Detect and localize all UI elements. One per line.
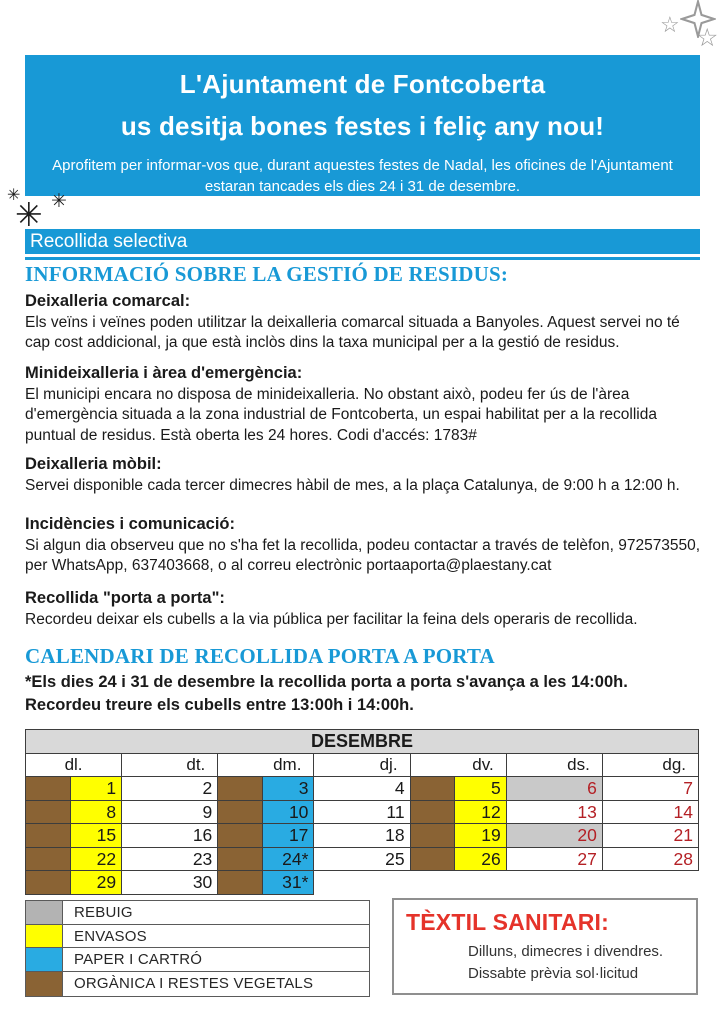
textil-sanitari-box — [392, 898, 698, 995]
calendar-day-cell — [26, 777, 122, 801]
legend-swatch — [26, 901, 63, 924]
day-number: 31* — [263, 871, 313, 894]
calendar-day-cell — [218, 848, 314, 872]
day-number: 24* — [263, 848, 313, 871]
calendar-empty-cell — [314, 871, 410, 895]
organic-marker — [218, 871, 263, 894]
snowflake-icon: ✳ — [7, 187, 21, 204]
header-subtitle-line1: Aprofitem per informar-vos que, durant aquestes festes de Nadal, les oficines de l'Ajuntament — [52, 157, 673, 174]
calendar-day-header: dm. — [218, 754, 314, 777]
section-deixalleria-mobil — [25, 454, 701, 496]
organic-marker — [411, 824, 456, 847]
calendar-day-cell: 25 — [314, 848, 410, 872]
legend-label: ORGÀNICA I RESTES VEGETALS — [74, 975, 314, 993]
day-number: 3 — [263, 777, 313, 800]
star-icon: ☆ — [696, 24, 719, 52]
calendar-day-cell — [218, 777, 314, 801]
legend-row — [26, 901, 369, 925]
day-number: 19 — [455, 824, 505, 847]
calendar-day-cell — [411, 824, 507, 848]
calendar-day-cell — [218, 871, 314, 895]
section-body: Recordeu deixar els cubells a la via pública per facilitar la feina dels operaris de recollida. — [25, 611, 638, 628]
calendar-empty-cell — [507, 871, 603, 895]
calendar-month-header: DESEMBRE — [26, 730, 699, 754]
section-body: El municipi encara no disposa de minideixalleria. No obstant això, podeu fer ús de l'àrea d'emergència situada a la zona industrial de Fontcoberta, un espai habilitat per a la recollida puntual de residus. Està oberta les 24 hores. Codi d'accés: 1783# — [25, 386, 657, 444]
day-number: 15 — [71, 824, 121, 847]
snowflake-icon: ✳ — [51, 191, 67, 212]
calendar-day-cell: 13 — [507, 801, 603, 825]
info-heading: INFORMACIÓ SOBRE LA GESTIÓ DE RESIDUS: — [25, 262, 509, 286]
calendar-day-cell: 21 — [603, 824, 699, 848]
organic-marker — [218, 848, 263, 871]
legend-swatch — [26, 925, 63, 948]
calendar-day-cell: 16 — [122, 824, 218, 848]
section-minideixalleria — [25, 363, 701, 446]
day-number: 8 — [71, 801, 121, 824]
section-body: Si algun dia observeu que no s'ha fet la recollida, podeu contactar a través de telèfon, 972573550, per WhatsApp, 637403668, o al correu electrònic portaaporta@plaestany.cat — [25, 537, 701, 575]
organic-marker — [218, 824, 263, 847]
calendar-day-header: dl. — [26, 754, 122, 777]
section-banner: Recollida selectiva — [25, 229, 700, 254]
day-number: 22 — [71, 848, 121, 871]
organic-marker — [26, 801, 71, 824]
calendar-day-cell — [411, 848, 507, 872]
legend-label: ENVASOS — [74, 927, 147, 945]
header-banner — [25, 55, 700, 196]
legend-swatch — [26, 972, 63, 996]
waste-legend — [25, 900, 370, 997]
day-number: 5 — [455, 777, 505, 800]
section-body: Els veïns i veïnes poden utilitzar la deixalleria comarcal situada a Banyoles. Aquest servei no té cap cost addicional, ja que està inclòs dins la taxa municipal per a la gestió de residus. — [25, 314, 680, 352]
calendar-day-cell: 14 — [603, 801, 699, 825]
calendar-day-cell: 6 — [507, 777, 603, 801]
calendar-empty-cell — [411, 871, 507, 895]
calendar-heading: CALENDARI DE RECOLLIDA PORTA A PORTA — [25, 644, 495, 668]
organic-marker — [411, 801, 456, 824]
section-body: Servei disponible cada tercer dimecres hàbil de mes, a la plaça Catalunya, de 9:00 h a 12:00 h. — [25, 477, 680, 494]
calendar-day-cell — [411, 777, 507, 801]
day-number: 10 — [263, 801, 313, 824]
calendar-day-cell — [26, 871, 122, 895]
section-title: Minideixalleria i àrea d'emergència: — [25, 364, 303, 382]
organic-marker — [26, 824, 71, 847]
snowflakes-decoration — [3, 186, 83, 246]
organic-marker — [26, 848, 71, 871]
textil-line1: Dilluns, dimecres i divendres. — [468, 943, 664, 960]
calendar-day-cell: 11 — [314, 801, 410, 825]
organic-marker — [411, 777, 456, 800]
calendar-day-cell: 7 — [603, 777, 699, 801]
calendar-day-header: dj. — [314, 754, 410, 777]
day-number: 29 — [71, 871, 121, 894]
calendar-day-cell — [218, 801, 314, 825]
organic-marker — [411, 848, 456, 871]
calendar-day-cell: 2 — [122, 777, 218, 801]
header-title-line2: us desitja bones festes i feliç any nou! — [120, 111, 605, 141]
textil-schedule — [394, 941, 696, 985]
calendar-day-header: dg. — [603, 754, 699, 777]
section-deixalleria-comarcal — [25, 291, 701, 354]
calendar-day-cell: 9 — [122, 801, 218, 825]
calendar-day-cell: 28 — [603, 848, 699, 872]
calendar-empty-cell — [603, 871, 699, 895]
header-subtitle — [25, 155, 700, 197]
calendar-day-cell — [26, 801, 122, 825]
header-title-line1: L'Ajuntament de Fontcoberta — [179, 69, 546, 99]
legend-row — [26, 925, 369, 949]
calendar-day-header: dv. — [411, 754, 507, 777]
calendar-day-cell: 4 — [314, 777, 410, 801]
section-porta-a-porta — [25, 588, 701, 630]
section-title: Incidències i comunicació: — [25, 515, 235, 533]
calendar-day-cell — [218, 824, 314, 848]
calendar-note-line2: Recordeu treure els cubells entre 13:00h i 14:00h. — [25, 695, 414, 714]
section-title: Recollida "porta a porta": — [25, 589, 225, 607]
calendar-day-cell: 20 — [507, 824, 603, 848]
day-number: 26 — [455, 848, 505, 871]
legend-row — [26, 948, 369, 972]
textil-title: TÈXTIL SANITARI: — [406, 909, 609, 935]
legend-row — [26, 972, 369, 996]
calendar-day-header: ds. — [507, 754, 603, 777]
calendar-day-cell — [411, 801, 507, 825]
calendar-day-cell — [26, 824, 122, 848]
header-subtitle-line2: estaran tancades els dies 24 i 31 de desembre. — [204, 178, 521, 195]
calendar-day-header: dt. — [122, 754, 218, 777]
calendar-day-cell: 23 — [122, 848, 218, 872]
legend-label: REBUIG — [74, 904, 133, 921]
day-number: 1 — [71, 777, 121, 800]
star-icon: ☆ — [660, 12, 680, 37]
organic-marker — [26, 871, 71, 894]
section-title: Deixalleria comarcal: — [25, 292, 191, 310]
organic-marker — [26, 777, 71, 800]
day-number: 17 — [263, 824, 313, 847]
legend-label: PAPER I CARTRÓ — [74, 951, 203, 969]
snowflake-icon: ✳ — [15, 196, 43, 233]
section-incidencies — [25, 514, 701, 577]
calendar-day-cell — [26, 848, 122, 872]
calendar-day-cell: 30 — [122, 871, 218, 895]
calendar-grid — [25, 729, 699, 895]
organic-marker — [218, 801, 263, 824]
organic-marker — [218, 777, 263, 800]
day-number: 12 — [455, 801, 505, 824]
calendar-note-line1: *Els dies 24 i 31 de desembre la recollida porta a porta s'avança a les 14:00h. — [25, 673, 628, 691]
calendar-day-cell: 27 — [507, 848, 603, 872]
calendar-day-cell: 18 — [314, 824, 410, 848]
calendar-note — [25, 671, 701, 716]
legend-swatch — [26, 948, 63, 971]
section-title: Deixalleria mòbil: — [25, 455, 162, 473]
stars-decoration — [658, 0, 722, 58]
textil-line2: Dissabte prèvia sol·licitud — [468, 965, 639, 982]
banner-rule — [25, 257, 700, 260]
